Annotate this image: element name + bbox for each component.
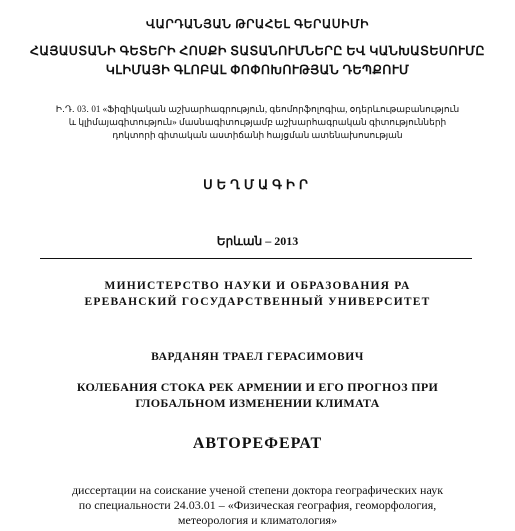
armenian-title-line-1: ՀԱՅԱՍՏԱՆԻ ԳԵՏԵՐԻ ՀՈՍՔԻ ՏԱՏԱՆՈՒՄՆԵՐԸ ԵՎ ԿԱՆԽԱՏԵՍՈՒՄԸ [30,44,485,58]
russian-university-name: ЕРЕВАНСКИЙ ГОСУДАРСТВЕННЫЙ УНИВЕРСИТЕТ [84,296,431,308]
russian-title-line-2: ГЛОБАЛЬНОМ ИЗМЕНЕНИИ КЛИМАТА [135,396,380,410]
russian-title-line-1: КОЛЕБАНИЯ СТОКА РЕК АРМЕНИИ И ЕГО ПРОГНОЗ ПРИ [76,380,439,394]
russian-description-line-2: по специальности 24.03.01 – «Физическая география, геоморфология, [78,498,437,512]
section-divider [40,258,472,259]
armenian-title-line-2: ԿԼԻՄԱՅԻ ԳԼՈԲԱԼ ՓՈՓՈԽՈՒԹՅԱՆ ԴԵՊՔՈՒՄ [105,63,410,77]
armenian-specialty-line-2: և կլիմայագիտություն» մասնագիտությամբ աշխարհագրական գիտությունների [68,117,447,127]
armenian-specialty-line-1: Ի․Դ․ 03․ 01 «Ֆիզիկական աշխարհագրություն, գեոմորֆոլոգիա, օդերևութաբանություն [55,104,460,114]
russian-document-type: АВТОРЕФЕРАТ [192,435,323,452]
russian-description-line-3: метеорология и климатология» [177,513,338,527]
russian-ministry-name: МИНИСТЕРСТВО НАУКИ И ОБРАЗОВАНИЯ РА [104,280,411,292]
armenian-author-name: ՎԱՐԴԱՆՅԱՆ ԹՐԱՀԵԼ ԳԵՐԱՍԻՄԻ [145,17,370,31]
russian-author-name: ВАРДАНЯН ТРАЕЛ ГЕРАСИМОВИЧ [151,351,364,363]
armenian-document-type: ՍԵՂՄԱԳԻՐ [203,177,312,192]
armenian-city-year: Երևան – 2013 [216,234,299,248]
russian-description-line-1: диссертации на соискание ученой степени доктора географических наук [71,483,444,497]
armenian-specialty-line-3: դոկտորի գիտական աստիճանի հայցման ատենախոսության [112,130,403,140]
